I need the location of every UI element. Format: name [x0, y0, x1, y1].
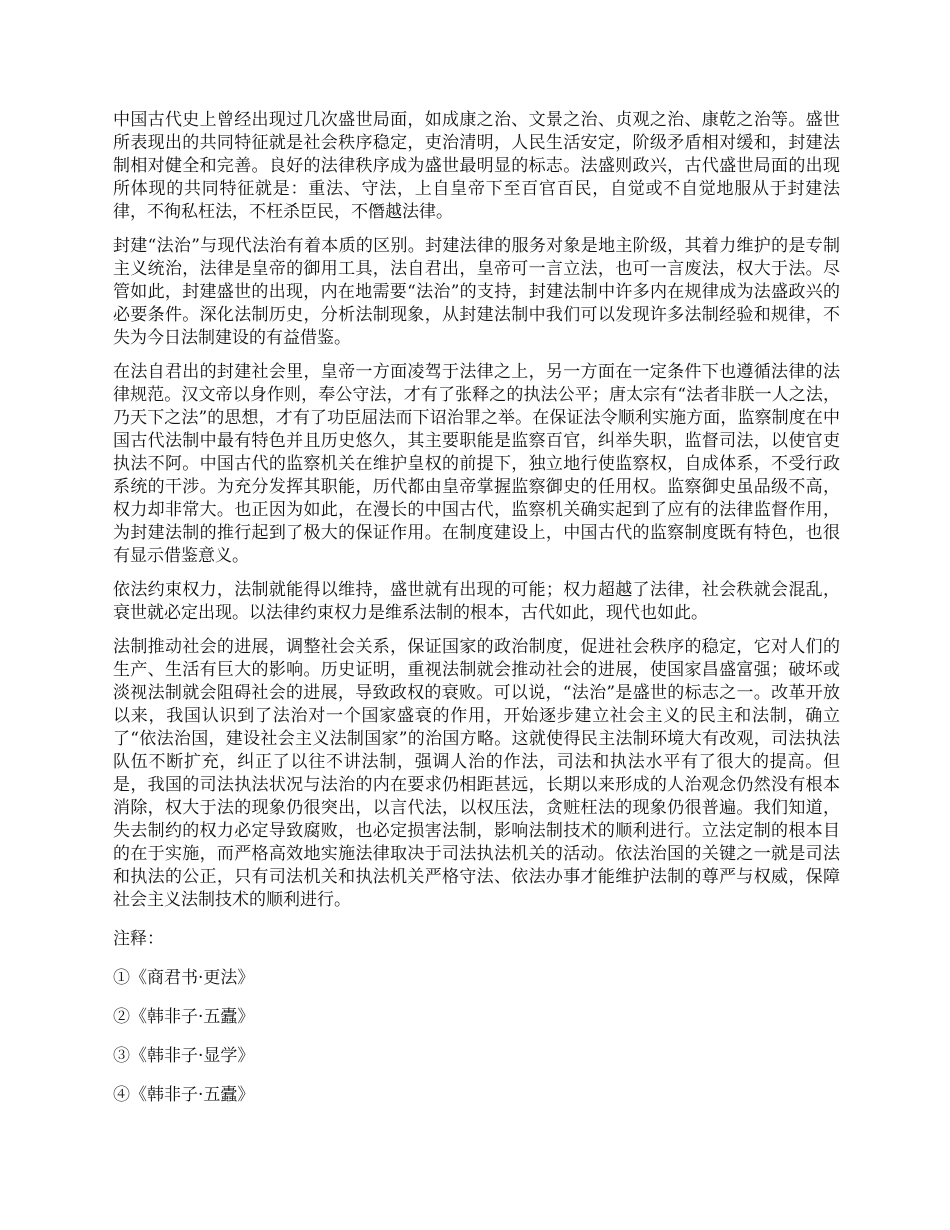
paragraph-3: 在法自君出的封建社会里，皇帝一方面凌驾于法律之上，另一方面在一定条件下也遵循法律的法律规范。汉文帝以身作则，奉公守法，才有了张释之的执法公平；唐太宗有“法者非朕一人之法，乃天下之法”的思想，才有了功臣屈法而下诏治罪之举。在保证法令顺利实施方面，监察制度在中国古代法制中最有特色并且历史悠久，其主要职能是监察百官，纠举失职，监督司法，以使官吏执法不阿。中国古代的监察机关在维护皇权的前提下，独立地行使监察权，自成体系，不受行政系统的干涉。为充分发挥其职能，历代都由皇帝掌握监察御史的任用权。监察御史虽品级不高，权力却非常大。也正因为如此，在漫长的中国古代，监察机关确实起到了应有的法律监督作用，为封建法制的推行起到了极大的保证作用。在制度建设上，中国古代的监察制度既有特色，也很有显示借鉴意义。	[113, 362, 840, 566]
note-item-4: ④《韩非子·五蠹》	[113, 1085, 255, 1105]
notes-section	[113, 928, 840, 1107]
notes-heading: 注释：	[113, 929, 164, 949]
note-item-1: ①《商君书·更法》	[113, 968, 255, 988]
paragraph-4: 依法约束权力，法制就能得以维持，盛世就有出现的可能；权力超越了法律，社会秩就会混乱，衰世就必定出现。以法律约束权力是维系法制的根本，古代如此，现代也如此。	[113, 580, 840, 623]
note-item-2: ②《韩非子·五蠹》	[113, 1007, 255, 1027]
note-item-3: ③《韩非子·显学》	[113, 1046, 255, 1066]
paragraph-2: 封建“法治”与现代法治有着本质的区别。封建法律的服务对象是地主阶级，其着力维护的是专制主义统治，法律是皇帝的御用工具，法自君出，皇帝可一言立法，也可一言废法，权大于法。尽管如此，封建盛世的出现，内在地需要“法治”的支持，封建法制中许多内在规律成为法盛政兴的必要条件。深化法制历史，分析法制现象，从封建法制中我们可以发现许多法制经验和规律，不失为今日法制建设的有益借鉴。	[113, 236, 840, 348]
paragraph-5: 法制推动社会的进展，调整社会关系，保证国家的政治制度，促进社会秩序的稳定，它对人们的生产、生活有巨大的影响。历史证明，重视法制就会推动社会的进展，使国家昌盛富强；破坏或淡视法制就会阻碍社会的进展，导致政权的衰败。可以说，“法治”是盛世的标志之一。改革开放以来，我国认识到了法治对一个国家盛衰的作用，开始逐步建立社会主义的民主和法制，确立了“依法治国，建设社会主义法制国家”的治国方略。这就使得民主法制环境大有改观，司法执法队伍不断扩充，纠正了以往不讲法制，强调人治的作法，司法和执法水平有了很大的提高。但是，我国的司法执法状况与法治的内在要求仍相距甚远，长期以来形成的人治观念仍然没有根本消除，权大于法的现象仍很突出，以言代法，以权压法，贪赃枉法的现象仍很普遍。我们知道，失去制约的权力必定导致腐败，也必定损害法制，影响法制技术的顺利进行。立法定制的根本目的在于实施，而严格高效地实施法律取决于司法执法机关的活动。依法治国的关键之一就是司法和执法的公正，只有司法机关和执法机关严格守法、依法办事才能维护法制的尊严与权威，保障社会主义法制技术的顺利进行。	[113, 637, 840, 910]
document-body	[113, 109, 840, 1107]
paragraph-1: 中国古代史上曾经出现过几次盛世局面，如成康之治、文景之治、贞观之治、康乾之治等。盛世所表现出的共同特征就是社会秩序稳定，吏治清明，人民生活安定，阶级矛盾相对缓和，封建法制相对健全和完善。良好的法律秩序成为盛世最明显的标志。法盛则政兴，古代盛世局面的出现所体现的共同特征就是：重法、守法，上自皇帝下至百官百民，自觉或不自觉地服从于封建法律，不徇私枉法，不枉杀臣民，不僭越法律。	[113, 110, 840, 222]
